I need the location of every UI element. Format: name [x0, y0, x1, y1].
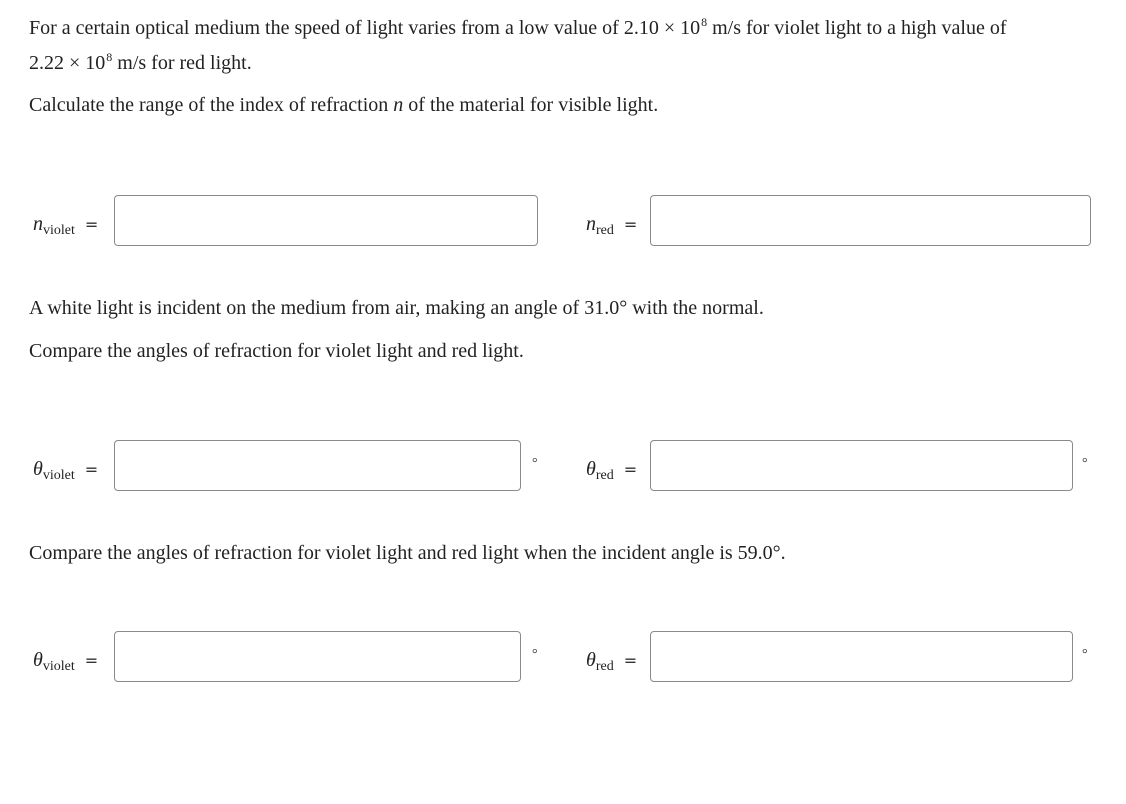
- calc-prompt-after: of the material for visible light.: [403, 94, 659, 116]
- theta-red-31-input[interactable]: [650, 440, 1073, 491]
- intro-text-2: m/s for violet light to a high value of: [707, 17, 1007, 39]
- theta-violet-label-31: [33, 457, 98, 484]
- calc-prompt-before: Calculate the range of the index of refraction: [29, 94, 394, 116]
- violet-subscript: violet: [43, 223, 75, 238]
- violet-subscript: violet: [42, 659, 75, 674]
- equals-sign: =: [84, 460, 99, 479]
- n-symbol: n: [33, 213, 43, 235]
- equals-sign: =: [623, 460, 638, 479]
- incident-text: A white light is incident on the medium from air, making an angle of 31.0° with the normal.: [29, 297, 764, 319]
- theta-symbol: θ: [33, 649, 43, 671]
- theta-red-label-59: [586, 648, 637, 675]
- red-subscript: red: [595, 468, 614, 483]
- theta-red-59-input[interactable]: [650, 631, 1073, 682]
- intro-text-1: For a certain optical medium the speed of light varies from a low value of 2.10 × 10: [29, 17, 701, 39]
- theta-symbol: θ: [586, 649, 596, 671]
- calc-prompt-var: n: [393, 94, 404, 116]
- compare-text-2: Compare the angles of refraction for violet light and red light when the incident angle is 59.0°.: [29, 542, 786, 564]
- degree-unit: °: [1082, 456, 1088, 471]
- red-subscript: red: [595, 659, 614, 674]
- n-symbol: n: [586, 213, 596, 235]
- degree-unit: °: [532, 456, 538, 471]
- violet-subscript: violet: [42, 468, 75, 483]
- theta-symbol: θ: [586, 458, 596, 480]
- equals-sign: =: [84, 215, 99, 234]
- degree-unit: °: [1082, 647, 1088, 662]
- compare-text-1: Compare the angles of refraction for violet light and red light.: [29, 340, 524, 362]
- intro-text-3: 2.22 × 10: [29, 52, 106, 74]
- theta-violet-59-input[interactable]: [114, 631, 521, 682]
- calc-prompt: [29, 89, 658, 122]
- degree-unit: °: [532, 647, 538, 662]
- theta-violet-label-59: [33, 648, 98, 675]
- n-violet-label: [33, 212, 98, 239]
- n-red-input[interactable]: [650, 195, 1091, 246]
- n-violet-input[interactable]: [114, 195, 538, 246]
- red-subscript: red: [596, 223, 614, 238]
- exponent: 8: [106, 50, 113, 64]
- problem-intro: [29, 12, 1007, 82]
- equals-sign: =: [623, 215, 638, 234]
- theta-red-label-31: [586, 457, 637, 484]
- equals-sign: =: [623, 651, 638, 670]
- equals-sign: =: [84, 651, 99, 670]
- theta-violet-31-input[interactable]: [114, 440, 521, 491]
- intro-text-4: m/s for red light.: [112, 52, 252, 74]
- n-red-label: [586, 212, 637, 239]
- exponent: 8: [701, 15, 708, 29]
- theta-symbol: θ: [33, 458, 43, 480]
